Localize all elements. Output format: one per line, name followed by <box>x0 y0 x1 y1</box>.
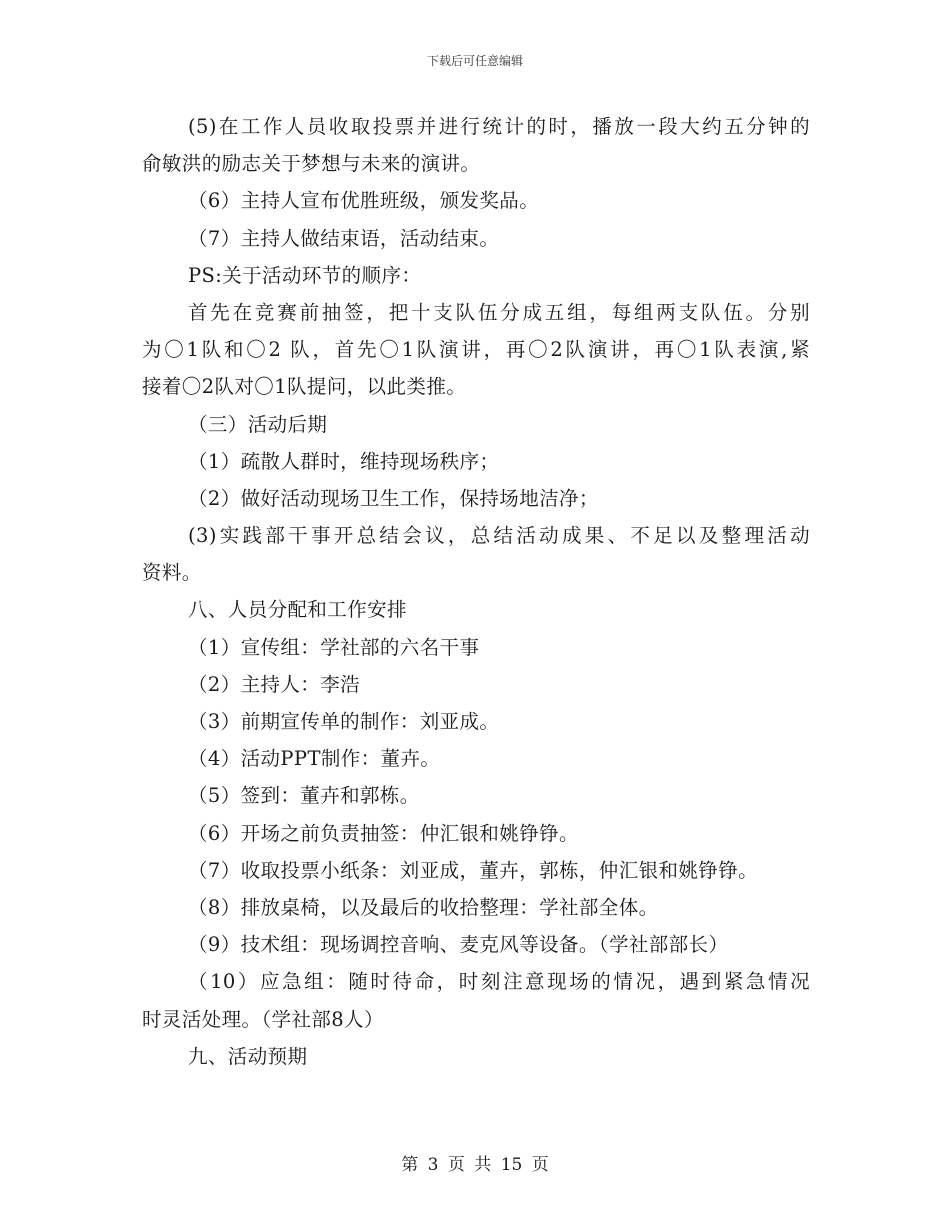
paragraph-line: (3)实践部干事开总结会议，总结活动成果、不足以及整理活动 <box>188 524 810 548</box>
page-number: 第 3 页 共 15 页 <box>401 1155 549 1175</box>
paragraph-line: （2）做好活动现场卫生工作，保持场地洁净； <box>188 486 599 510</box>
section-heading: 八、人员分配和工作安排 <box>188 598 407 622</box>
paragraph-line: PS:关于活动环节的顺序： <box>188 263 422 287</box>
section-heading: （三）活动后期 <box>188 412 328 436</box>
page-header-note: 下载后可任意编辑 <box>426 54 523 68</box>
paragraph-line: (5)在工作人员收取投票并进行统计的时，播放一段大约五分钟的 <box>188 115 810 138</box>
paragraph-line: 为〇1队和〇2 队，首先〇1队演讲，再〇2队演讲，再〇1队表演,紧 <box>142 338 810 362</box>
paragraph-line: （1）疏散人群时，维持现场秩序； <box>188 449 500 473</box>
paragraph-line: （6）开场之前负责抽签：仲汇银和姚铮铮。 <box>188 821 579 845</box>
paragraph-line: （8）排放桌椅，以及最后的收拾整理：学社部全体。 <box>188 895 659 919</box>
paragraph-line: （4）活动PPT制作：董卉。 <box>188 747 441 771</box>
paragraph-line: 俞敏洪的励志关于梦想与未来的演讲。 <box>142 152 481 176</box>
paragraph-line: （2）主持人：李浩 <box>188 672 361 696</box>
paragraph-line: （5）签到：董卉和郭栋。 <box>188 784 420 808</box>
section-heading: 九、活动预期 <box>188 1044 308 1068</box>
paragraph-line: 首先在竞赛前抽签，把十支队伍分成五组，每组两支队伍。分别 <box>188 300 810 324</box>
document-body <box>142 108 810 1075</box>
paragraph-line: （3）前期宣传单的制作：刘亚成。 <box>188 710 500 733</box>
paragraph-line: （6）主持人宣布优胜班级，颁发奖品。 <box>188 189 540 213</box>
paragraph-line: 时灵活处理。（学社部8人） <box>142 1007 384 1031</box>
paragraph-line: 接着〇2队对〇1队提问，以此类推。 <box>142 375 467 399</box>
paragraph-line: （9）技术组：现场调控音响、麦克风等设备。（学社部部长） <box>188 933 729 957</box>
paragraph-line: 资料。 <box>142 561 202 585</box>
paragraph-line: （1）宣传组：学社部的六名干事 <box>188 635 480 659</box>
paragraph-line: （7）收取投票小纸条：刘亚成，董卉，郭栋，仲汇银和姚铮铮。 <box>188 858 759 882</box>
paragraph-line: （10）应急组：随时待命，时刻注意现场的情况，遇到紧急情况 <box>188 970 810 994</box>
paragraph-line: （7）主持人做结束语，活动结束。 <box>188 226 500 250</box>
